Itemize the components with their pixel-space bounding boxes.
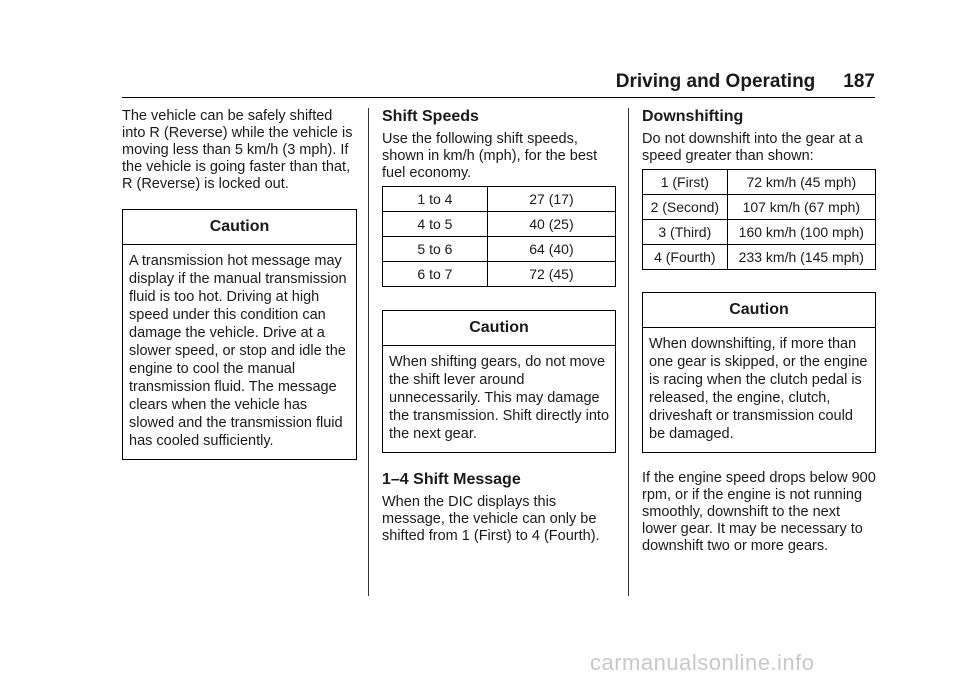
table-row [643, 170, 876, 195]
column-1 [122, 108, 357, 460]
caution-text: A transmission hot message may display if the manual transmission fluid is too hot. Driving at high speed under this condition can damage the vehicle. Drive at a slower speed, or stop and idle the engine to cool the manual transmission fluid. The message clears when the vehicle has slowed and the transmission fluid has cooled sufficiently. [129, 253, 347, 449]
table-cell: 1 to 4 [383, 187, 488, 212]
downshift-table [642, 169, 876, 270]
column-2 [382, 108, 616, 545]
downshifting-heading: Downshifting [642, 108, 744, 125]
table-cell: 4 to 5 [383, 212, 488, 237]
column-divider [368, 108, 369, 596]
table-row [383, 212, 616, 237]
table-cell: 2 (Second) [643, 195, 728, 220]
shift-message-heading: 1–4 Shift Message [382, 471, 521, 488]
table-row [383, 187, 616, 212]
table-cell: 107 km/h (67 mph) [727, 195, 875, 220]
shift-speeds-intro: Use the following shift speeds, shown in km/h (mph), for the best fuel economy. [382, 131, 598, 181]
caution-text: When shifting gears, do not move the shift lever around unnecessarily. This may damage the transmission. Shift directly into the next gear. [389, 354, 610, 442]
table-cell: 6 to 7 [383, 262, 488, 287]
table-row [643, 220, 876, 245]
table-cell: 160 km/h (100 mph) [727, 220, 875, 245]
column-3 [642, 108, 876, 555]
shift-speeds-table [382, 186, 616, 287]
table-cell: 27 (17) [487, 187, 615, 212]
caution-title: Caution [643, 293, 875, 328]
downshift-outro: If the engine speed drops below 900 rpm, or if the engine is not running smoothly, downshift to the next lower gear. It may be necessary to downshift two or more gears. [642, 470, 876, 554]
reverse-paragraph: The vehicle can be safely shifted into R (Reverse) while the vehicle is moving less than 5 km/h (3 mph). If the vehicle is going faster than that, R (Reverse) is locked out. [122, 108, 353, 192]
table-cell: 64 (40) [487, 237, 615, 262]
watermark: carmanualsonline.info [590, 650, 815, 675]
table-cell: 3 (Third) [643, 220, 728, 245]
table-cell: 72 km/h (45 mph) [727, 170, 875, 195]
shift-speeds-heading: Shift Speeds [382, 108, 479, 125]
caution-box [122, 209, 357, 460]
column-divider [628, 108, 629, 596]
section-title: Driving and Operating [615, 71, 816, 92]
table-row [643, 245, 876, 270]
caution-text: When downshifting, if more than one gear is skipped, or the engine is racing when the clutch pedal is released, the engine, clutch, driveshaft or transmission could be damaged. [649, 336, 868, 442]
table-cell: 72 (45) [487, 262, 615, 287]
caution-box [382, 310, 616, 453]
table-cell: 5 to 6 [383, 237, 488, 262]
downshifting-intro: Do not downshift into the gear at a speed greater than shown: [642, 131, 863, 164]
caution-box [642, 292, 876, 453]
table-row [643, 195, 876, 220]
table-cell: 1 (First) [643, 170, 728, 195]
table-row [383, 237, 616, 262]
page-header [122, 70, 875, 98]
page-number: 187 [843, 71, 875, 92]
table-cell: 4 (Fourth) [643, 245, 728, 270]
table-cell: 233 km/h (145 mph) [727, 245, 875, 270]
table-row [383, 262, 616, 287]
caution-title: Caution [123, 210, 356, 245]
shift-message-text: When the DIC displays this message, the vehicle can only be shifted from 1 (First) to 4 (Fourth). [382, 494, 600, 544]
caution-title: Caution [383, 311, 615, 346]
table-cell: 40 (25) [487, 212, 615, 237]
